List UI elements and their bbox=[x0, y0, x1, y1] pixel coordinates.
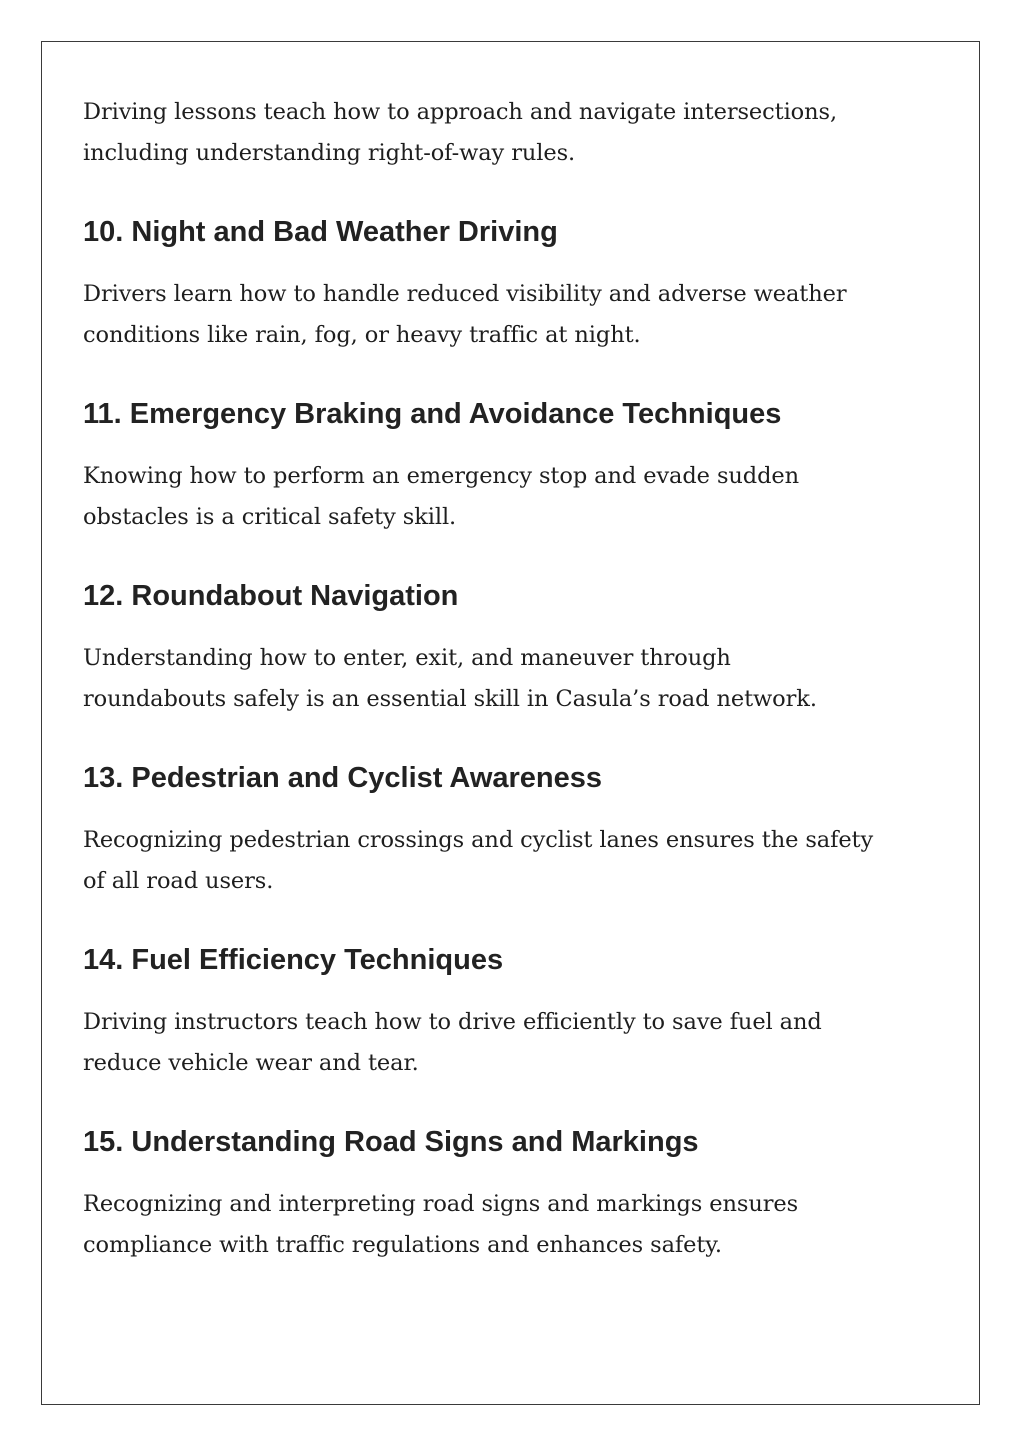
section-heading: 12. Roundabout Navigation bbox=[83, 580, 459, 612]
section-fuel-efficiency bbox=[83, 942, 883, 1084]
text-line: Understanding how to enter, exit, and maneuver through bbox=[83, 645, 731, 671]
section-heading: 10. Night and Bad Weather Driving bbox=[83, 216, 558, 248]
section-pedestrian-cyclist-awareness bbox=[83, 760, 883, 902]
section-emergency-braking bbox=[83, 396, 883, 538]
text-line: obstacles is a critical safety skill. bbox=[83, 504, 457, 530]
section-roundabout-navigation bbox=[83, 578, 883, 720]
text-line: including understanding right-of-way rules. bbox=[83, 140, 576, 166]
section-heading: 15. Understanding Road Signs and Markings bbox=[83, 1126, 699, 1158]
text-line: Drivers learn how to handle reduced visibility and adverse weather bbox=[83, 281, 847, 307]
section-heading: 14. Fuel Efficiency Techniques bbox=[83, 944, 504, 976]
text-line: Recognizing pedestrian crossings and cyclist lanes ensures the safety bbox=[83, 827, 874, 853]
section-heading: 13. Pedestrian and Cyclist Awareness bbox=[83, 762, 603, 794]
section-night-bad-weather-driving bbox=[83, 214, 883, 356]
section-paragraph bbox=[83, 820, 883, 902]
text-line: Recognizing and interpreting road signs and markings ensures bbox=[83, 1191, 799, 1217]
text-line: compliance with traffic regulations and enhances safety. bbox=[83, 1232, 722, 1258]
document-content bbox=[83, 92, 883, 1266]
text-line: roundabouts safely is an essential skill in Casula’s road network. bbox=[83, 686, 817, 712]
section-paragraph bbox=[83, 638, 883, 720]
intro-paragraph bbox=[83, 92, 883, 174]
section-paragraph bbox=[83, 1002, 883, 1084]
text-line: conditions like rain, fog, or heavy traffic at night. bbox=[83, 322, 641, 348]
section-paragraph bbox=[83, 456, 883, 538]
section-paragraph bbox=[83, 274, 883, 356]
text-line: of all road users. bbox=[83, 868, 274, 894]
text-line: reduce vehicle wear and tear. bbox=[83, 1050, 419, 1076]
text-line: Knowing how to perform an emergency stop and evade sudden bbox=[83, 463, 799, 489]
section-road-signs-markings bbox=[83, 1124, 883, 1266]
text-line: Driving instructors teach how to drive efficiently to save fuel and bbox=[83, 1009, 822, 1035]
section-paragraph bbox=[83, 1184, 883, 1266]
text-line: Driving lessons teach how to approach and navigate intersections, bbox=[83, 99, 838, 125]
section-heading: 11. Emergency Braking and Avoidance Techniques bbox=[83, 398, 782, 430]
